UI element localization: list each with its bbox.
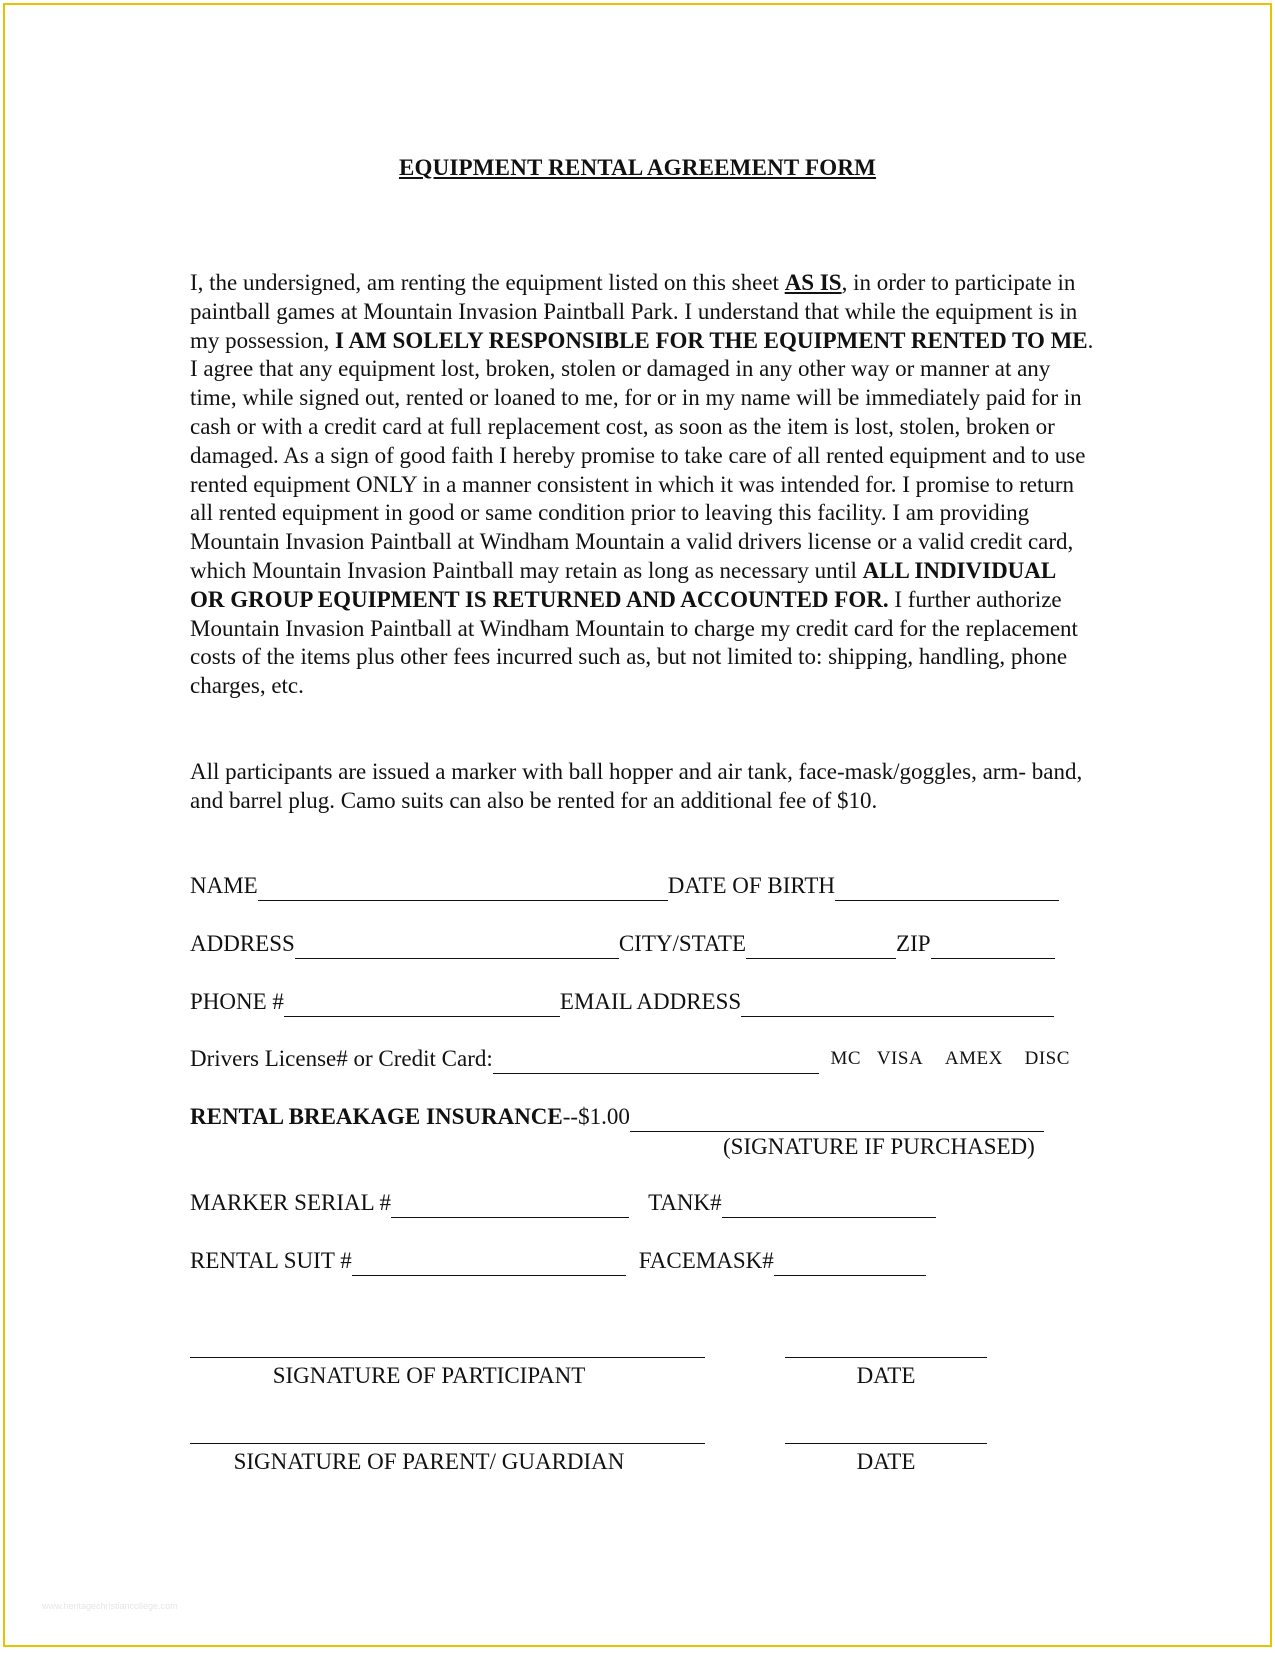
- license-field[interactable]: [493, 1051, 819, 1074]
- city-state-field[interactable]: [746, 936, 896, 959]
- participant-date-label: DATE: [856, 1363, 916, 1388]
- participant-signature-label: SIGNATURE OF PARTICIPANT: [272, 1363, 586, 1388]
- name-label: NAME: [190, 873, 258, 898]
- license-row: [190, 1044, 1070, 1076]
- phone-row: [190, 987, 1054, 1019]
- city-state-label: CITY/STATE: [618, 931, 747, 956]
- phone-field[interactable]: [284, 994, 560, 1017]
- address-field[interactable]: [295, 936, 619, 959]
- dob-field[interactable]: [835, 878, 1059, 901]
- form-page: [3, 3, 1272, 1647]
- card-type-disc[interactable]: DISC: [1024, 1048, 1070, 1069]
- insurance-row: [190, 1102, 1044, 1134]
- zip-field[interactable]: [931, 936, 1055, 959]
- responsibility-emphasis: I AM SOLELY RESPONSIBLE FOR THE EQUIPMENT RENTED TO ME: [335, 327, 1088, 353]
- parent-date-label: DATE: [856, 1449, 916, 1474]
- address-row: [190, 929, 1055, 961]
- email-label: EMAIL ADDRESS: [559, 989, 742, 1014]
- equipment-paragraph: All participants are issued a marker with ball hopper and air tank, face-mask/goggles, arm- band, and barrel plug. Camo suits can also be rented for an additional fee of $10.: [190, 759, 1083, 813]
- agreement-text-2: , in order to participate in paintball games at Mountain Invasion Paintball Park. I understand that while the equipment is in my possession,: [190, 270, 1078, 353]
- marker-serial-field[interactable]: [391, 1195, 629, 1218]
- tank-field[interactable]: [722, 1195, 936, 1218]
- parent-signature-label: SIGNATURE OF PARENT/ GUARDIAN: [233, 1449, 625, 1474]
- rental-suit-field[interactable]: [352, 1253, 626, 1276]
- rental-suit-label: RENTAL SUIT #: [190, 1248, 352, 1273]
- participant-date-line[interactable]: [785, 1357, 987, 1358]
- form-title: EQUIPMENT RENTAL AGREEMENT FORM: [398, 155, 877, 180]
- as-is-emphasis: AS IS: [784, 270, 842, 295]
- parent-signature-line[interactable]: [190, 1443, 705, 1444]
- participant-signature-line[interactable]: [190, 1357, 705, 1358]
- card-type-visa[interactable]: VISA: [876, 1048, 924, 1069]
- agreement-paragraph: [190, 269, 1095, 701]
- facemask-label: FACEMASK#: [638, 1248, 774, 1273]
- name-row: [190, 871, 1059, 903]
- address-label: ADDRESS: [190, 931, 295, 956]
- marker-row: [190, 1188, 936, 1220]
- tank-label: TANK#: [648, 1190, 722, 1215]
- agreement-text-1: I, the undersigned, am renting the equipment listed on this sheet: [190, 270, 785, 295]
- agreement-text-4: I further authorize Mountain Invasion Paintball at Windham Mountain to charge my credit card for the replacement costs of the items plus other fees incurred such as, but not limited to: shipping, handling, phone charges, etc.: [190, 586, 1078, 699]
- insurance-price: --$1.00: [562, 1104, 630, 1129]
- insurance-note: (SIGNATURE IF PURCHASED): [723, 1134, 1035, 1159]
- license-label: Drivers License# or Credit Card:: [190, 1046, 493, 1071]
- card-type-mc[interactable]: MC: [830, 1048, 862, 1069]
- parent-date-line[interactable]: [785, 1443, 987, 1444]
- returned-emphasis: ALL INDIVIDUAL OR GROUP EQUIPMENT IS RETURNED AND ACCOUNTED FOR.: [190, 557, 1055, 612]
- suit-row: [190, 1246, 926, 1278]
- email-field[interactable]: [741, 994, 1054, 1017]
- insurance-label: RENTAL BREAKAGE INSURANCE: [190, 1104, 563, 1129]
- phone-label: PHONE #: [190, 989, 284, 1014]
- zip-label: ZIP: [896, 931, 931, 956]
- card-type-amex[interactable]: AMEX: [944, 1048, 1003, 1069]
- watermark-text: www.heritagechristiancollege.com: [42, 1601, 178, 1611]
- agreement-text-3: . I agree that any equipment lost, broken, stolen or damaged in any other way or manner at any time, while signed out, rented or loaned to me, for or in my name will be immediately paid for in cash or with a credit card at full replacement cost, as soon as the item is lost, stolen, broken or damaged. As a sign of good faith I hereby promise to take care of all rented equipment and to use rented equipment ONLY in a manner consistent in which it was intended for. I promise to return all rented equipment in good or same condition prior to leaving this facility. I am providing Mountain Invasion Paintball at Windham Mountain a valid drivers license or a valid credit card, which Mountain Invasion Paintball may retain as long as necessary until: [190, 327, 1094, 583]
- insurance-signature-field[interactable]: [630, 1109, 1044, 1132]
- marker-serial-label: MARKER SERIAL #: [190, 1190, 392, 1215]
- facemask-field[interactable]: [774, 1253, 926, 1276]
- dob-label: DATE OF BIRTH: [667, 873, 836, 898]
- name-field[interactable]: [258, 878, 668, 901]
